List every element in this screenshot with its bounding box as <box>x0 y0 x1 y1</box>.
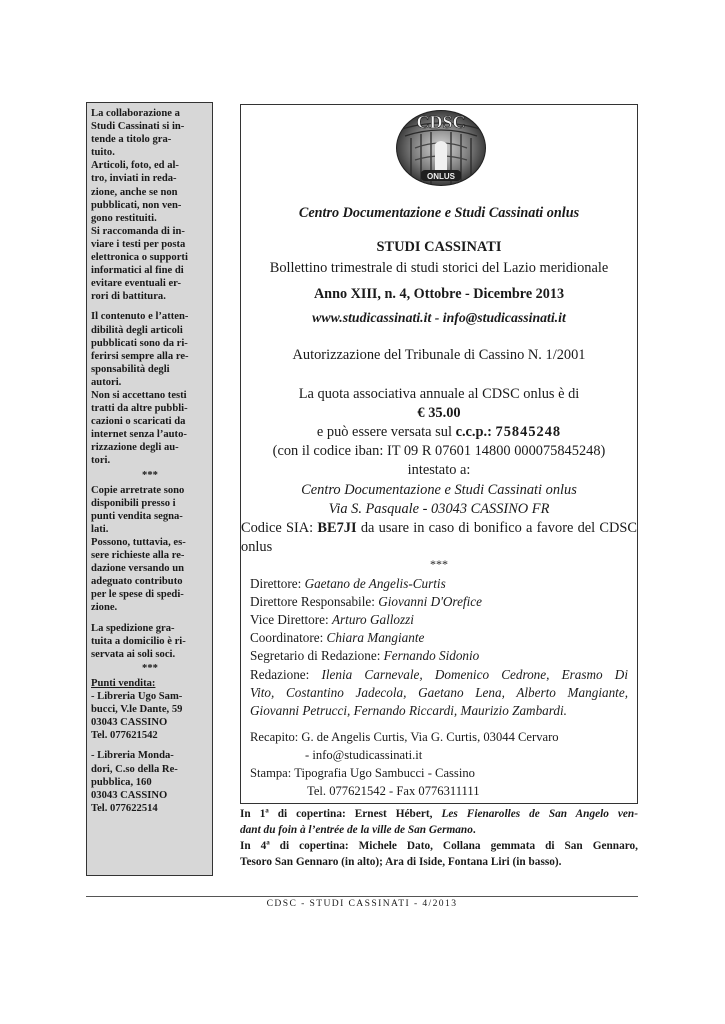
vice-name: Arturo Gallozzi <box>331 612 414 627</box>
front-cover-title-1: Les Fienarolles de San Angelo ven- <box>441 808 638 820</box>
front-cover-line-1 <box>240 807 638 823</box>
page-footer: CDSC - STUDI CASSINATI - 4/2013 <box>266 898 458 909</box>
note-line: Non si accettano testi <box>91 389 187 401</box>
separator-stars: *** <box>142 469 158 481</box>
note-line: dibilità degli articoli <box>91 324 183 336</box>
note-line: Si raccomanda di in- <box>91 225 185 237</box>
printer-line: Stampa: Tipografia Ugo Sambucci - Cassino <box>250 766 475 780</box>
content-responsibility-note <box>91 310 209 467</box>
recapito-line: Recapito: G. de Angelis Curtis, Via G. Curtis, 03044 Cervaro <box>250 730 559 744</box>
note-line: Copie arretrate sono <box>91 484 185 496</box>
note-line: Tel. 077622514 <box>91 802 158 814</box>
postal-account-line <box>241 424 637 441</box>
web-and-email[interactable]: www.studicassinati.it - info@studicassinati.it <box>312 310 566 325</box>
director-line <box>250 576 446 592</box>
board-names-2: Vito, Costantino Jadecola, Gaetano Lena, Alberto Mangiante, <box>250 685 628 701</box>
note-line: tro, inviati in reda- <box>91 173 177 185</box>
note-line: - Libreria Ugo Sam- <box>91 691 183 703</box>
note-line: adeguato contributo <box>91 576 183 588</box>
center-name: Centro Documentazione e Studi Cassinati onlus <box>298 205 580 221</box>
director-label: Direttore: <box>250 576 305 591</box>
sia-code: BE7JI <box>317 520 357 536</box>
ccp-label: c.c.p.: <box>455 424 496 440</box>
note-line: Possono, tuttavia, es- <box>91 537 186 548</box>
note-line: cazioni o scaricati da <box>91 416 186 428</box>
board-label: Redazione: <box>250 667 322 682</box>
note-line: tuito. <box>91 147 115 159</box>
sidebar-notice-box <box>86 102 213 876</box>
note-line: ferirsi sempre alla re- <box>91 350 189 362</box>
cdsc-logo <box>395 108 487 188</box>
magazine-subtitle: Bollettino trimestrale di studi storici del Lazio meridionale <box>269 260 609 276</box>
note-line: pubblicati, non ven- <box>91 199 182 211</box>
back-cover-line-2: Tesoro San Gennaro (in alto); Ara di Iside, Fontana Liri (in basso). <box>240 855 562 868</box>
note-line: Articoli, foto, ed al- <box>91 160 179 172</box>
note-line: per le spese di spedi- <box>91 589 184 601</box>
note-line: viare i testi per posta <box>91 238 186 250</box>
note-line: tori. <box>91 455 111 467</box>
note-line: tuita a domicilio è ri- <box>91 635 186 647</box>
coord-name: Chiara Mangiante <box>326 630 425 645</box>
membership-fee-amount: € 35.00 <box>417 405 461 421</box>
note-line: punti vendita segna- <box>91 510 183 522</box>
note-line: sponsabilità degli <box>91 363 170 375</box>
postal-account-pre: e può essere versata sul <box>316 424 456 440</box>
note-line: 03043 CASSINO <box>91 789 168 801</box>
front-cover-title-2: dant du foin à l’entrée de la ville de San Germano <box>240 823 473 836</box>
note-line: disponibili presso i <box>91 497 176 509</box>
separator-stars: *** <box>430 557 448 571</box>
secretary-line <box>250 648 479 664</box>
secr-label: Segretario di Redazione: <box>250 648 384 663</box>
vice-director-line <box>250 612 414 628</box>
note-line: elettronica o supporti <box>91 252 188 264</box>
points-of-sale-heading: Punti vendita: <box>91 677 156 689</box>
front-cover-credit: In 1ª di copertina: Ernest Hébert, <box>240 808 442 820</box>
note-line: bucci, V.le Dante, 59 <box>91 704 183 716</box>
intestato-line: intestato a: <box>407 462 471 478</box>
board-names-3: Giovanni Petrucci, Fernando Riccardi, Maurizio Zambardi. <box>250 703 567 719</box>
front-cover-end: . <box>472 823 476 836</box>
issue-info: Anno XIII, n. 4, Ottobre - Dicembre 2013 <box>313 286 565 302</box>
collaboration-note <box>91 107 209 303</box>
cover-credits <box>240 807 638 871</box>
bookshop-sambucci <box>91 690 209 742</box>
note-line: La collaborazione a <box>91 108 180 119</box>
note-line: Studi Cassinati si in- <box>91 121 185 133</box>
vice-label: Vice Direttore: <box>250 612 332 627</box>
note-line: tratti da altre pubbli- <box>91 403 188 415</box>
logo-top-text: CDSC <box>416 112 466 132</box>
logo-bottom-text: ONLUS <box>427 172 455 181</box>
note-line: sere richieste alla re- <box>91 550 185 562</box>
note-line: zione. <box>91 602 118 614</box>
payee-address: Via S. Pasquale - 03043 CASSINO FR <box>328 501 550 517</box>
coord-label: Coordinatore: <box>250 630 327 645</box>
bookshop-mondadori <box>91 749 209 814</box>
membership-fee-text: La quota associativa annuale al CDSC onlus è di <box>298 386 580 402</box>
responsible-director-line <box>250 594 482 610</box>
note-line: zione, anche se non <box>91 186 178 198</box>
payee-org: Centro Documentazione e Studi Cassinati onlus <box>301 482 577 498</box>
footer-rule <box>86 896 638 897</box>
note-line: - Libreria Monda- <box>91 750 174 762</box>
note-line: pubblica, 160 <box>91 776 152 788</box>
authorization: Autorizzazione del Tribunale di Cassino N. 1/2001 <box>292 347 586 363</box>
note-line: dori, C.so della Re- <box>91 763 178 775</box>
coordinator-line <box>250 630 424 646</box>
note-line: lati. <box>91 523 109 535</box>
phone-fax-line: Tel. 077621542 - Fax 0776311111 <box>307 784 480 798</box>
board-line <box>250 666 628 684</box>
note-line: pubblicati sono da ri- <box>91 337 188 349</box>
note-line: gono restituiti. <box>91 212 157 224</box>
note-line: dazione versando un <box>91 563 185 575</box>
back-issues-note <box>91 484 209 615</box>
iban-line: (con il codice iban: IT 09 R 07601 14800 000075845248) <box>272 443 606 459</box>
sia-label: Codice SIA: <box>241 520 318 536</box>
masthead-box <box>240 104 638 804</box>
editorial-board <box>250 666 628 721</box>
front-cover-line-2 <box>240 823 638 839</box>
note-line: autori. <box>91 376 122 388</box>
note-line: La spedizione gra- <box>91 622 175 634</box>
resp-label: Direttore Responsabile: <box>250 594 379 609</box>
recapito-email[interactable]: - info@studicassinati.it <box>305 748 423 762</box>
separator-stars: *** <box>142 662 158 674</box>
resp-name: Giovanni D'Orefice <box>378 594 482 609</box>
note-line: 03043 CASSINO <box>91 717 168 729</box>
director-name: Gaetano de Angelis-Curtis <box>304 576 446 591</box>
note-line: rizzazione degli au- <box>91 442 179 454</box>
note-line: servata ai soli soci. <box>91 648 176 660</box>
sia-code-line <box>241 519 637 557</box>
secr-name: Fernando Sidonio <box>383 648 480 663</box>
note-line: tende a titolo gra- <box>91 134 172 146</box>
note-line: Tel. 077621542 <box>91 730 158 742</box>
back-cover-line-1: In 4ª di copertina: Michele Dato, Collana gemmata di San Gennaro, <box>240 839 638 852</box>
note-line: Il contenuto e l’atten- <box>91 311 189 323</box>
sia-rest: da usare in caso di bonifico a favore del CDSC onlus <box>241 520 637 555</box>
note-line: evitare eventuali er- <box>91 278 182 290</box>
note-line: informatici al fine di <box>91 265 184 277</box>
shipping-note <box>91 622 209 661</box>
ccp-number: 75845248 <box>495 424 562 440</box>
board-names-1: Ilenia Carnevale, Domenico Cedrone, Erasmo Di <box>321 667 628 682</box>
note-line: internet senza l’auto- <box>91 429 187 441</box>
magazine-title: STUDI CASSINATI <box>376 239 502 255</box>
note-line: rori di battitura. <box>91 291 166 303</box>
